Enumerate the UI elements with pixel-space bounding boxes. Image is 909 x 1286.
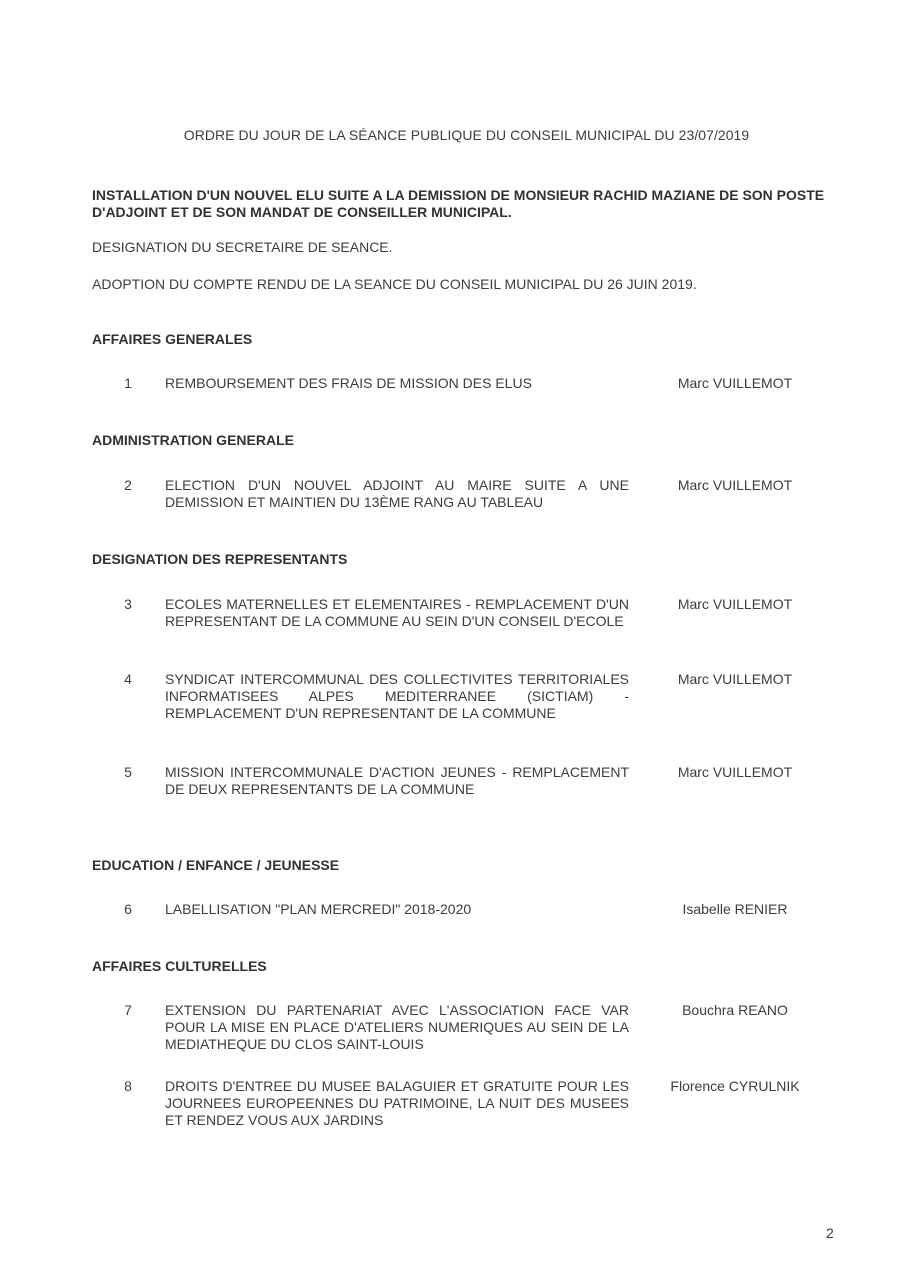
item-number: 1 [124,375,132,391]
item-number: 5 [124,764,132,780]
section-heading-designation-representants: DESIGNATION DES REPRESENTANTS [92,551,348,567]
item-text: SYNDICAT INTERCOMMUNAL DES COLLECTIVITES TERRITORIALES INFORMATISEES ALPES MEDITERRANEE (SICTIAM) - REMPLACEMENT D'UN REPRESENTANT DE LA COMMUNE [165,671,629,721]
item-rapporteur: Isabelle RENIER [682,901,788,917]
section-heading-administration-generale: ADMINISTRATION GENERALE [92,432,294,448]
preamble-adoption: ADOPTION DU COMPTE RENDU DE LA SEANCE DU CONSEIL MUNICIPAL DU 26 JUIN 2019. [92,276,697,292]
item-number: 3 [124,596,132,612]
item-text: ECOLES MATERNELLES ET ELEMENTAIRES - REMPLACEMENT D'UN REPRESENTANT DE LA COMMUNE AU SEIN D'UN CONSEIL D'ECOLE [165,596,629,629]
item-number: 4 [124,671,132,687]
item-number: 2 [124,477,132,493]
section-heading-education-enfance-jeunesse: EDUCATION / ENFANCE / JEUNESSE [92,857,340,873]
page-number: 2 [826,1225,834,1241]
item-text: LABELLISATION "PLAN MERCREDI" 2018-2020 [165,901,472,917]
item-number: 8 [124,1078,132,1094]
item-rapporteur: Marc VUILLEMOT [677,671,793,687]
section-heading-affaires-generales: AFFAIRES GENERALES [92,331,253,347]
item-rapporteur: Bouchra REANO [682,1002,788,1018]
item-text: REMBOURSEMENT DES FRAIS DE MISSION DES ELUS [165,375,532,391]
item-number: 6 [124,901,132,917]
page-title-text: ORDRE DU JOUR DE LA SÉANCE PUBLIQUE DU CONSEIL MUNICIPAL DU 23/07/2019 [183,127,750,143]
section-heading-affaires-culturelles: AFFAIRES CULTURELLES [92,958,267,974]
item-number: 7 [124,1002,132,1018]
preamble-installation: INSTALLATION D'UN NOUVEL ELU SUITE A LA DEMISSION DE MONSIEUR RACHID MAZIANE DE SON POSTE D'ADJOINT ET DE SON MANDAT DE CONSEILLER MUNICIPAL. [92,187,825,220]
item-text: EXTENSION DU PARTENARIAT AVEC L'ASSOCIATION FACE VAR POUR LA MISE EN PLACE D'ATELIERS NUMERIQUES AU SEIN DE LA MEDIATHEQUE DU CLOS SAINT-LOUIS [165,1002,629,1052]
item-text: ELECTION D'UN NOUVEL ADJOINT AU MAIRE SUITE A UNE DEMISSION ET MAINTIEN DU 13ÈME RANG AU TABLEAU [165,477,629,510]
item-rapporteur: Marc VUILLEMOT [677,375,793,391]
item-rapporteur: Florence CYRULNIK [670,1078,800,1094]
item-text: DROITS D'ENTREE DU MUSEE BALAGUIER ET GRATUITE POUR LES JOURNEES EUROPEENNES DU PATRIMOINE, LA NUIT DES MUSEES ET RENDEZ VOUS AUX JARDINS [165,1078,629,1128]
item-rapporteur: Marc VUILLEMOT [677,596,793,612]
item-rapporteur: Marc VUILLEMOT [677,477,793,493]
item-rapporteur: Marc VUILLEMOT [677,764,793,780]
page-title [0,127,909,143]
item-text: MISSION INTERCOMMUNALE D'ACTION JEUNES - REMPLACEMENT DE DEUX REPRESENTANTS DE LA COMMUNE [165,764,629,797]
preamble-secretary: DESIGNATION DU SECRETAIRE DE SEANCE. [92,239,393,255]
